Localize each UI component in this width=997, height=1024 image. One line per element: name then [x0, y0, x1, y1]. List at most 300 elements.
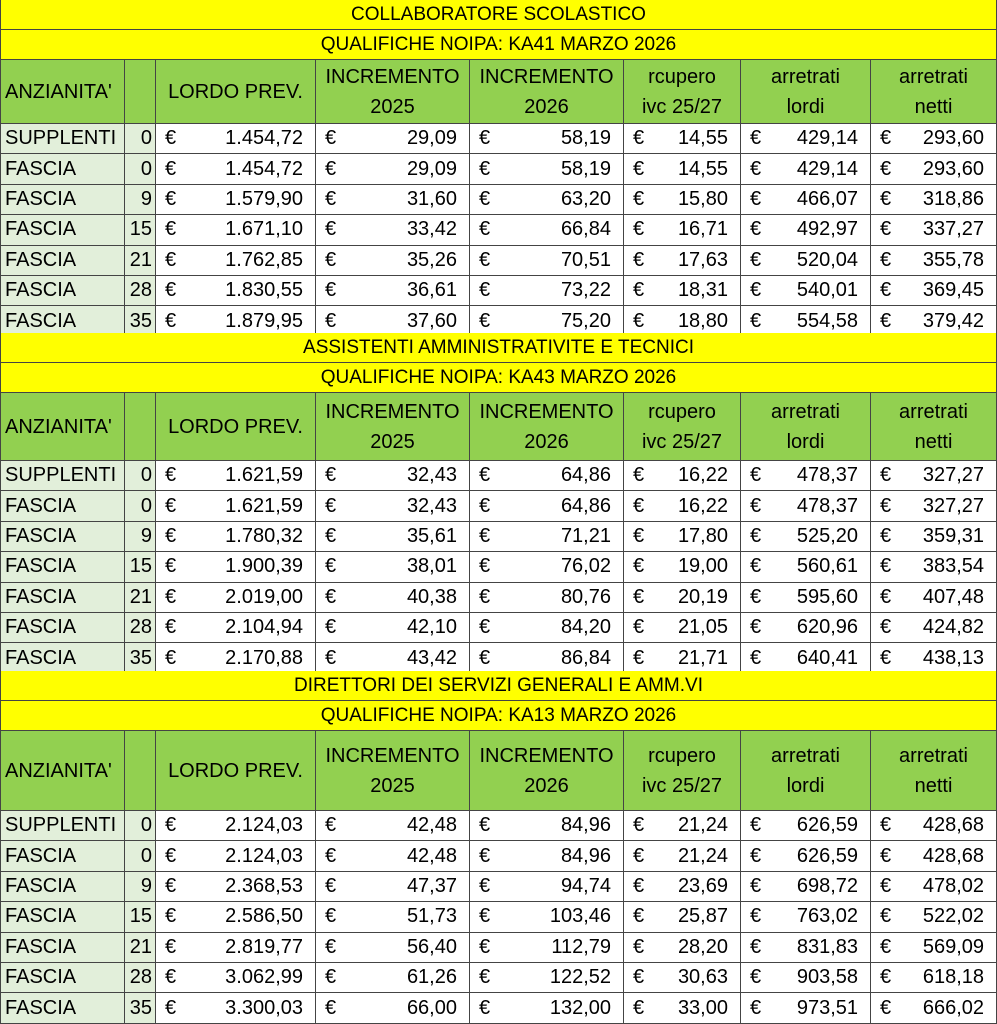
amount-value: 2.586,50	[225, 905, 303, 928]
header-anzianita	[0, 731, 125, 810]
row-years: 15	[125, 902, 156, 931]
amount-value: 2.170,88	[225, 646, 303, 669]
amount-cell	[316, 993, 470, 1022]
row-years: 0	[125, 841, 156, 870]
amount-cell	[741, 246, 871, 275]
amount-value: 327,27	[922, 494, 984, 517]
currency-symbol: €	[165, 218, 177, 241]
amount-cell	[871, 522, 997, 551]
amount-cell	[156, 552, 316, 581]
row-years: 15	[125, 215, 156, 244]
header-recupero-ivc-line: ivc 25/27	[641, 95, 723, 118]
header-incremento-2026-line: 2026	[524, 430, 569, 453]
amount-cell	[871, 872, 997, 901]
amount-value: 1.830,55	[225, 279, 303, 302]
amount-value: 478,02	[922, 874, 984, 897]
amount-cell	[156, 963, 316, 992]
row-label: FASCIA	[0, 613, 125, 642]
amount-cell	[156, 841, 316, 870]
amount-value: 70,51	[560, 248, 611, 271]
amount-cell	[871, 811, 997, 840]
currency-symbol: €	[880, 996, 892, 1019]
amount-value: 3.300,03	[225, 996, 303, 1019]
amount-cell	[470, 124, 624, 153]
amount-value: 369,45	[922, 279, 984, 302]
amount-value: 64,86	[560, 464, 611, 487]
amount-value: 35,61	[406, 524, 457, 547]
amount-cell	[871, 933, 997, 962]
amount-value: 14,55	[677, 157, 728, 180]
amount-cell	[871, 963, 997, 992]
header-incremento-2026-line: 2026	[524, 774, 569, 797]
header-arretrati-netti-line: arretrati	[899, 744, 968, 767]
currency-symbol: €	[750, 187, 762, 210]
amount-cell	[871, 124, 997, 153]
amount-value: 30,63	[677, 966, 728, 989]
header-anzianita	[0, 60, 125, 123]
amount-value: 2.368,53	[225, 874, 303, 897]
amount-cell	[470, 491, 624, 520]
row-years: 0	[125, 491, 156, 520]
currency-symbol: €	[325, 524, 337, 547]
currency-symbol: €	[880, 935, 892, 958]
header-incremento-2025-line: 2025	[370, 774, 415, 797]
currency-symbol: €	[750, 494, 762, 517]
table-row	[0, 841, 997, 871]
amount-value: 1.879,95	[225, 309, 303, 332]
currency-symbol: €	[750, 966, 762, 989]
currency-symbol: €	[750, 248, 762, 271]
amount-cell	[470, 552, 624, 581]
currency-symbol: €	[165, 905, 177, 928]
header-incremento-2025	[316, 60, 470, 123]
amount-value: 36,61	[406, 279, 457, 302]
row-label: FASCIA	[0, 933, 125, 962]
row-years: 21	[125, 246, 156, 275]
amount-cell	[470, 306, 624, 335]
row-label: FASCIA	[0, 522, 125, 551]
amount-cell	[156, 643, 316, 672]
amount-cell	[871, 643, 997, 672]
header-incremento-2026	[470, 393, 624, 460]
currency-symbol: €	[880, 874, 892, 897]
currency-symbol: €	[750, 616, 762, 639]
amount-value: 428,68	[922, 814, 984, 837]
amount-cell	[871, 583, 997, 612]
table-row	[0, 124, 997, 154]
amount-value: 2.019,00	[225, 585, 303, 608]
amount-value: 76,02	[560, 555, 611, 578]
currency-symbol: €	[479, 309, 491, 332]
amount-cell	[316, 811, 470, 840]
amount-cell	[624, 215, 741, 244]
currency-symbol: €	[750, 524, 762, 547]
currency-symbol: €	[165, 464, 177, 487]
amount-cell	[470, 933, 624, 962]
amount-value: 1.780,32	[225, 524, 303, 547]
header-incremento-2025	[316, 731, 470, 810]
amount-value: 31,60	[406, 187, 457, 210]
amount-value: 29,09	[406, 157, 457, 180]
currency-symbol: €	[633, 874, 645, 897]
amount-value: 51,73	[406, 905, 457, 928]
amount-cell	[871, 461, 997, 490]
currency-symbol: €	[750, 844, 762, 867]
amount-value: 23,69	[677, 874, 728, 897]
amount-value: 478,37	[796, 464, 858, 487]
currency-symbol: €	[479, 555, 491, 578]
table-row	[0, 583, 997, 613]
amount-cell	[316, 963, 470, 992]
amount-value: 58,19	[560, 127, 611, 150]
amount-cell	[470, 613, 624, 642]
amount-cell	[624, 552, 741, 581]
section-subtitle: QUALIFICHE NOIPA: KA43 MARZO 2026	[0, 363, 997, 392]
header-arretrati-lordi-line: lordi	[786, 430, 825, 453]
table-row	[0, 902, 997, 932]
amount-value: 438,13	[922, 646, 984, 669]
amount-value: 1.579,90	[225, 187, 303, 210]
amount-cell	[871, 246, 997, 275]
currency-symbol: €	[633, 464, 645, 487]
currency-symbol: €	[880, 616, 892, 639]
amount-value: 32,43	[406, 464, 457, 487]
amount-value: 80,76	[560, 585, 611, 608]
currency-symbol: €	[479, 585, 491, 608]
amount-value: 763,02	[796, 905, 858, 928]
amount-cell	[316, 185, 470, 214]
header-row	[0, 60, 997, 124]
amount-value: 569,09	[922, 935, 984, 958]
row-label: FASCIA	[0, 185, 125, 214]
currency-symbol: €	[165, 966, 177, 989]
amount-value: 56,40	[406, 935, 457, 958]
header-row	[0, 393, 997, 461]
currency-symbol: €	[165, 646, 177, 669]
currency-symbol: €	[165, 874, 177, 897]
currency-symbol: €	[633, 814, 645, 837]
amount-value: 19,00	[677, 555, 728, 578]
amount-value: 520,04	[796, 248, 858, 271]
amount-value: 973,51	[796, 996, 858, 1019]
header-arretrati-lordi-line: arretrati	[771, 400, 840, 423]
currency-symbol: €	[479, 279, 491, 302]
section-title-row	[0, 0, 997, 30]
amount-value: 71,21	[560, 524, 611, 547]
header-arretrati-netti	[871, 60, 997, 123]
currency-symbol: €	[880, 646, 892, 669]
currency-symbol: €	[479, 464, 491, 487]
amount-cell	[316, 872, 470, 901]
currency-symbol: €	[325, 157, 337, 180]
amount-cell	[624, 811, 741, 840]
amount-cell	[741, 872, 871, 901]
currency-symbol: €	[325, 127, 337, 150]
amount-cell	[741, 963, 871, 992]
amount-cell	[871, 613, 997, 642]
header-arretrati-lordi-line: lordi	[786, 95, 825, 118]
amount-cell	[741, 154, 871, 183]
currency-symbol: €	[750, 874, 762, 897]
amount-value: 66,00	[406, 996, 457, 1019]
amount-value: 18,80	[677, 309, 728, 332]
currency-symbol: €	[479, 935, 491, 958]
section-title-row	[0, 671, 997, 701]
amount-value: 86,84	[560, 646, 611, 669]
row-years: 9	[125, 522, 156, 551]
row-years: 35	[125, 993, 156, 1022]
amount-value: 20,19	[677, 585, 728, 608]
amount-cell	[316, 902, 470, 931]
currency-symbol: €	[633, 157, 645, 180]
currency-symbol: €	[750, 905, 762, 928]
currency-symbol: €	[633, 966, 645, 989]
amount-cell	[624, 583, 741, 612]
amount-value: 640,41	[796, 646, 858, 669]
amount-value: 132,00	[549, 996, 611, 1019]
amount-cell	[316, 246, 470, 275]
header-incremento-2025-line: 2025	[370, 95, 415, 118]
amount-cell	[316, 522, 470, 551]
row-label: FASCIA	[0, 643, 125, 672]
amount-cell	[741, 993, 871, 1022]
amount-cell	[156, 185, 316, 214]
header-arretrati-lordi-line: arretrati	[771, 65, 840, 88]
amount-cell	[624, 276, 741, 305]
currency-symbol: €	[633, 616, 645, 639]
amount-cell	[741, 185, 871, 214]
amount-cell	[156, 993, 316, 1022]
amount-value: 355,78	[922, 248, 984, 271]
currency-symbol: €	[633, 524, 645, 547]
currency-symbol: €	[750, 935, 762, 958]
currency-symbol: €	[880, 494, 892, 517]
amount-cell	[624, 613, 741, 642]
amount-value: 1.454,72	[225, 157, 303, 180]
amount-cell	[470, 215, 624, 244]
row-years: 21	[125, 933, 156, 962]
amount-value: 1.454,72	[225, 127, 303, 150]
currency-symbol: €	[479, 494, 491, 517]
amount-cell	[316, 491, 470, 520]
currency-symbol: €	[325, 585, 337, 608]
table-row	[0, 643, 997, 673]
currency-symbol: €	[880, 218, 892, 241]
amount-cell	[156, 811, 316, 840]
header-incremento-2026-line: INCREMENTO	[479, 400, 614, 423]
table-row	[0, 552, 997, 582]
amount-cell	[156, 872, 316, 901]
currency-symbol: €	[479, 218, 491, 241]
amount-value: 831,83	[796, 935, 858, 958]
amount-cell	[470, 154, 624, 183]
amount-value: 466,07	[796, 187, 858, 210]
amount-cell	[741, 933, 871, 962]
row-years: 0	[125, 811, 156, 840]
amount-cell	[741, 276, 871, 305]
currency-symbol: €	[880, 844, 892, 867]
currency-symbol: €	[750, 996, 762, 1019]
currency-symbol: €	[633, 646, 645, 669]
amount-cell	[156, 306, 316, 335]
table-row	[0, 461, 997, 491]
amount-cell	[316, 933, 470, 962]
currency-symbol: €	[165, 555, 177, 578]
amount-value: 40,38	[406, 585, 457, 608]
amount-value: 21,24	[677, 844, 728, 867]
currency-symbol: €	[750, 127, 762, 150]
table-row	[0, 522, 997, 552]
row-years: 35	[125, 306, 156, 335]
currency-symbol: €	[165, 127, 177, 150]
currency-symbol: €	[750, 555, 762, 578]
header-arretrati-netti-line: netti	[914, 430, 953, 453]
amount-value: 73,22	[560, 279, 611, 302]
currency-symbol: €	[479, 874, 491, 897]
amount-cell	[316, 552, 470, 581]
currency-symbol: €	[633, 555, 645, 578]
amount-value: 492,97	[796, 218, 858, 241]
amount-value: 626,59	[796, 814, 858, 837]
row-years: 35	[125, 643, 156, 672]
currency-symbol: €	[880, 555, 892, 578]
currency-symbol: €	[165, 524, 177, 547]
currency-symbol: €	[880, 187, 892, 210]
header-row	[0, 731, 997, 811]
table-row	[0, 613, 997, 643]
table-row	[0, 872, 997, 902]
amount-cell	[470, 872, 624, 901]
header-incremento-2026	[470, 731, 624, 810]
section-subtitle-row	[0, 363, 997, 393]
header-blank	[125, 731, 156, 810]
amount-value: 1.621,59	[225, 464, 303, 487]
amount-cell	[316, 306, 470, 335]
header-recupero-ivc	[624, 731, 741, 810]
amount-value: 1.671,10	[225, 218, 303, 241]
currency-symbol: €	[325, 966, 337, 989]
header-blank	[125, 393, 156, 460]
section-title-row	[0, 333, 997, 363]
amount-cell	[470, 902, 624, 931]
amount-value: 626,59	[796, 844, 858, 867]
row-label: FASCIA	[0, 246, 125, 275]
header-lordo-line: LORDO PREV.	[168, 759, 303, 782]
amount-value: 43,42	[406, 646, 457, 669]
currency-symbol: €	[325, 555, 337, 578]
currency-symbol: €	[880, 248, 892, 271]
currency-symbol: €	[165, 494, 177, 517]
row-years: 0	[125, 461, 156, 490]
currency-symbol: €	[325, 935, 337, 958]
amount-cell	[316, 643, 470, 672]
row-label: FASCIA	[0, 154, 125, 183]
row-label: FASCIA	[0, 552, 125, 581]
currency-symbol: €	[165, 187, 177, 210]
amount-cell	[624, 963, 741, 992]
row-years: 28	[125, 963, 156, 992]
amount-value: 28,20	[677, 935, 728, 958]
amount-cell	[316, 461, 470, 490]
amount-cell	[871, 276, 997, 305]
amount-value: 429,14	[796, 157, 858, 180]
amount-value: 620,96	[796, 616, 858, 639]
header-arretrati-lordi	[741, 393, 871, 460]
row-label: FASCIA	[0, 902, 125, 931]
currency-symbol: €	[325, 248, 337, 271]
amount-value: 84,20	[560, 616, 611, 639]
amount-value: 478,37	[796, 494, 858, 517]
amount-value: 64,86	[560, 494, 611, 517]
amount-cell	[741, 461, 871, 490]
amount-cell	[316, 583, 470, 612]
row-label: FASCIA	[0, 215, 125, 244]
currency-symbol: €	[165, 814, 177, 837]
amount-cell	[470, 811, 624, 840]
currency-symbol: €	[880, 127, 892, 150]
table-row	[0, 993, 997, 1023]
amount-cell	[741, 613, 871, 642]
amount-cell	[624, 933, 741, 962]
amount-cell	[871, 215, 997, 244]
currency-symbol: €	[325, 814, 337, 837]
amount-value: 554,58	[796, 309, 858, 332]
amount-cell	[624, 643, 741, 672]
amount-value: 37,60	[406, 309, 457, 332]
header-arretrati-netti-line: arretrati	[899, 65, 968, 88]
currency-symbol: €	[633, 585, 645, 608]
amount-cell	[156, 522, 316, 551]
amount-value: 1.762,85	[225, 248, 303, 271]
currency-symbol: €	[880, 814, 892, 837]
header-lordo	[156, 731, 316, 810]
currency-symbol: €	[750, 309, 762, 332]
amount-value: 94,74	[560, 874, 611, 897]
amount-value: 15,80	[677, 187, 728, 210]
amount-cell	[741, 811, 871, 840]
currency-symbol: €	[479, 996, 491, 1019]
amount-value: 337,27	[922, 218, 984, 241]
currency-symbol: €	[479, 127, 491, 150]
amount-cell	[871, 993, 997, 1022]
amount-cell	[470, 643, 624, 672]
amount-value: 112,79	[551, 935, 611, 958]
amount-cell	[624, 154, 741, 183]
header-incremento-2025-line: 2025	[370, 430, 415, 453]
section-subtitle: QUALIFICHE NOIPA: KA41 MARZO 2026	[0, 30, 997, 59]
amount-cell	[470, 841, 624, 870]
currency-symbol: €	[165, 585, 177, 608]
currency-symbol: €	[165, 996, 177, 1019]
header-recupero-ivc-line: ivc 25/27	[641, 774, 723, 797]
amount-value: 424,82	[922, 616, 984, 639]
amount-value: 14,55	[677, 127, 728, 150]
amount-cell	[871, 306, 997, 335]
section-title: COLLABORATORE SCOLASTICO	[0, 0, 997, 29]
header-arretrati-netti	[871, 731, 997, 810]
currency-symbol: €	[325, 464, 337, 487]
amount-cell	[156, 613, 316, 642]
currency-symbol: €	[479, 616, 491, 639]
amount-cell	[156, 461, 316, 490]
amount-value: 429,14	[796, 127, 858, 150]
amount-cell	[741, 552, 871, 581]
amount-value: 66,84	[560, 218, 611, 241]
header-recupero-ivc	[624, 60, 741, 123]
header-incremento-2025-line: INCREMENTO	[325, 400, 460, 423]
currency-symbol: €	[165, 935, 177, 958]
header-recupero-ivc	[624, 393, 741, 460]
